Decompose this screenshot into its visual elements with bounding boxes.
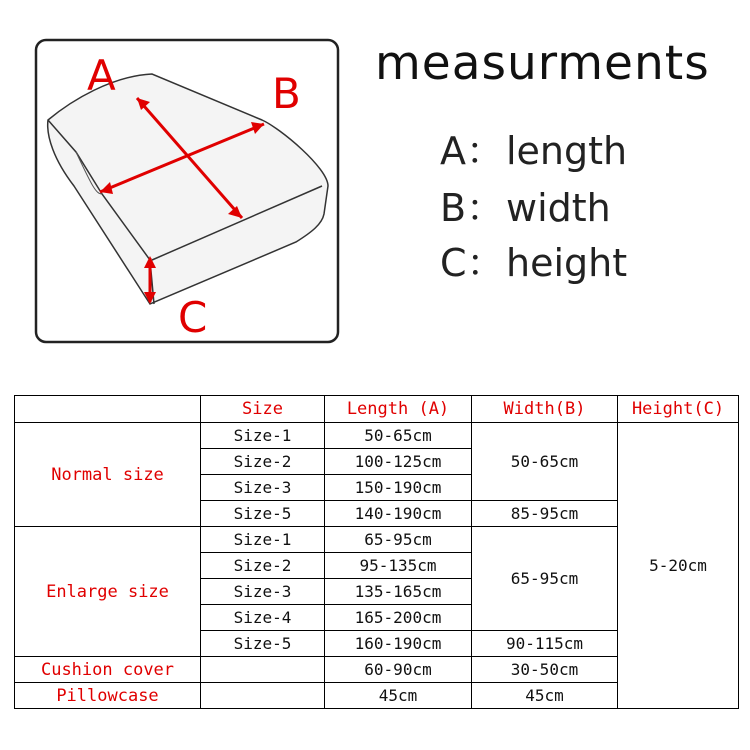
group-pillowcase: Pillowcase: [15, 683, 201, 709]
size-cell: Size-2: [201, 553, 325, 579]
width-cell: 50-65cm: [472, 423, 618, 501]
width-cell: 45cm: [472, 683, 618, 709]
table-row: [15, 423, 739, 449]
table-header-row: [15, 396, 739, 423]
size-cell: Size-1: [201, 527, 325, 553]
label-a: A: [87, 51, 116, 100]
size-cell: Size-2: [201, 449, 325, 475]
header-size: Size: [201, 396, 325, 423]
length-cell: 165-200cm: [325, 605, 472, 631]
length-cell: 160-190cm: [325, 631, 472, 657]
length-cell: 100-125cm: [325, 449, 472, 475]
length-cell: 150-190cm: [325, 475, 472, 501]
length-cell: 60-90cm: [325, 657, 472, 683]
size-cell: [201, 683, 325, 709]
header-height: Height(C): [618, 396, 739, 423]
legend-length: [440, 120, 627, 175]
width-cell: 90-115cm: [472, 631, 618, 657]
legend-width: [440, 177, 611, 232]
length-cell: 65-95cm: [325, 527, 472, 553]
legend-key-c: C：: [440, 241, 505, 285]
legend-key-a: A：: [440, 129, 504, 173]
size-cell: Size-3: [201, 579, 325, 605]
height-cell: 5-20cm: [618, 423, 739, 709]
label-c: C: [178, 293, 208, 342]
cushion-illustration: [32, 36, 342, 346]
size-cell: Size-1: [201, 423, 325, 449]
group-normal-size: Normal size: [15, 423, 201, 527]
header-length: Length (A): [325, 396, 472, 423]
size-table: [14, 395, 739, 709]
size-cell: Size-4: [201, 605, 325, 631]
legend-value-a: length: [506, 129, 628, 173]
size-cell: Size-3: [201, 475, 325, 501]
label-b: B: [272, 69, 301, 118]
group-cushion-cover: Cushion cover: [15, 657, 201, 683]
legend-value-c: height: [506, 241, 628, 285]
size-cell: Size-5: [201, 501, 325, 527]
width-cell: 65-95cm: [472, 527, 618, 631]
length-cell: 45cm: [325, 683, 472, 709]
length-cell: 95-135cm: [325, 553, 472, 579]
measurements-title: measurments: [375, 36, 710, 91]
group-enlarge-size: Enlarge size: [15, 527, 201, 657]
legend-value-b: width: [506, 186, 611, 230]
length-cell: 140-190cm: [325, 501, 472, 527]
width-cell: 85-95cm: [472, 501, 618, 527]
legend-height: [440, 232, 627, 287]
size-cell: Size-5: [201, 631, 325, 657]
cushion-diagram: [32, 36, 342, 346]
length-cell: 50-65cm: [325, 423, 472, 449]
length-cell: 135-165cm: [325, 579, 472, 605]
size-cell: [201, 657, 325, 683]
legend-key-b: B：: [440, 186, 505, 230]
header-width: Width(B): [472, 396, 618, 423]
width-cell: 30-50cm: [472, 657, 618, 683]
header-blank: [15, 396, 201, 423]
